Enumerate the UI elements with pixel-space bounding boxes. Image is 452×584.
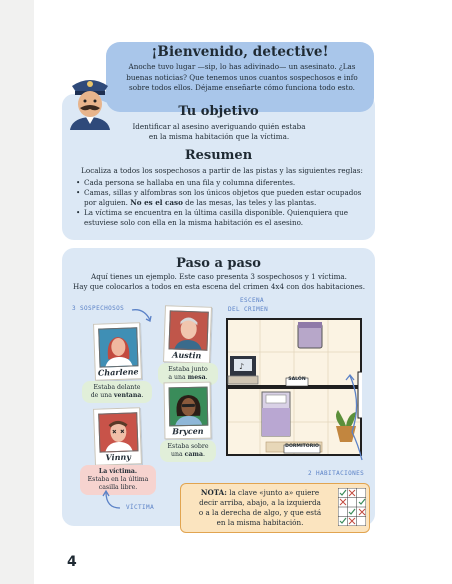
- suspect-name: Charlene: [97, 366, 139, 378]
- welcome-title: ¡Bienvenido, detective!: [151, 44, 329, 60]
- rule-item: • Cada persona se hallaba en una fila y columna diferentes.: [76, 178, 296, 187]
- clue-line: Estaba sobre: [167, 443, 209, 450]
- room-label-top: SALÓN: [288, 377, 306, 382]
- suspect-photo: [168, 310, 208, 350]
- clue-line: de una ventana.: [90, 392, 144, 399]
- paso-line: Hay que colocarlos a todos en esta escena del crimen 4x4 con dos habitaciones.: [73, 282, 365, 291]
- clue-line: Estaba delante: [93, 384, 141, 391]
- suspect-card-austin: [163, 305, 212, 364]
- suspect-name: Austin: [172, 349, 202, 361]
- old-man-portrait-icon: [170, 311, 208, 349]
- objetivo-text: [90, 122, 348, 142]
- clue-line: Estaba junto: [168, 366, 208, 373]
- page-number: 4: [67, 554, 77, 570]
- room-label-bottom: DORMITORIO: [285, 444, 319, 449]
- victim-photo: [98, 412, 138, 452]
- arrow-icon: [100, 488, 124, 514]
- victim-portrait-icon: [99, 413, 137, 451]
- clue-line: casilla libre.: [98, 484, 138, 491]
- welcome-line: buenas noticias? Que tenemos unos cuantos sospechosos e info: [126, 72, 358, 82]
- objetivo-title: Tu objetivo: [178, 104, 259, 119]
- rule-item: • Camas, sillas y alfombras son los únicos objetos que pueden estar ocupados por alguien. No es el caso de las mesas, las teles y las plantas.: [76, 188, 362, 207]
- arrow-icon: [130, 306, 154, 324]
- suspect-card-brycen: [164, 382, 212, 440]
- suspects-label: 3 SOSPECHOSOS: [72, 305, 125, 312]
- welcome-line: Anoche tuvo lugar —sip, lo has adivinado— un asesinato. ¿Las: [128, 62, 356, 71]
- scene-label-1: ESCENA: [240, 297, 265, 304]
- victim-label: VÍCTIMA: [126, 504, 155, 511]
- woman-portrait-icon: [99, 328, 137, 366]
- suspect-photo: [169, 387, 209, 427]
- suspect-photo: [98, 327, 138, 367]
- suspect-clue: [82, 381, 152, 403]
- suspect-card-charlene: [93, 322, 142, 381]
- resumen-intro: Localiza a todos los sospechosos a partir de las pistas y las siguientes reglas:: [81, 166, 363, 175]
- clue-line: una cama.: [171, 451, 205, 458]
- rule-item: • La víctima se encuentra en la última casilla disponible. Quienquiera que estuviese solo con ella en la misma habitación es el asesino.: [76, 208, 348, 227]
- suspect-name: Brycen: [172, 425, 204, 437]
- note-line: decir arriba, abajo, a la izquierda: [199, 498, 321, 507]
- clue-line: La víctima.: [98, 468, 138, 475]
- welcome-text: [118, 62, 366, 94]
- objetivo-line: en la misma habitación que la víctima.: [148, 132, 290, 141]
- scene-label-2: DEL CRIMEN: [228, 306, 269, 313]
- page-edge: [0, 0, 34, 584]
- rooms-label: 2 HABITACIONES: [308, 470, 365, 477]
- paso-line: Aquí tienes un ejemplo. Este caso presenta 3 sospechosos y 1 víctima.: [91, 272, 347, 281]
- note-text: [188, 488, 332, 528]
- clue-line: Estaba en la última: [87, 476, 149, 483]
- resumen-title: Resumen: [184, 148, 253, 163]
- paso-title: Paso a paso: [176, 256, 261, 271]
- clue-line: a una mesa.: [168, 374, 208, 381]
- paso-text: [70, 272, 368, 292]
- objetivo-line: Identificar al asesino averiguando quién estaba: [132, 122, 306, 131]
- welcome-line: sobre todos ellos. Déjame enseñarte cómo funciona todo esto.: [129, 83, 355, 92]
- victim-name: Vinny: [105, 451, 132, 463]
- svg-text:♪: ♪: [239, 362, 245, 371]
- note-line: en la misma habitación.: [216, 518, 304, 527]
- note-line: NOTA: la clave «junto a» quiere: [200, 488, 320, 497]
- note-line: o a la derecha de algo, y que está: [198, 508, 322, 517]
- curly-hair-portrait-icon: [170, 388, 208, 426]
- suspect-clue: [160, 440, 216, 462]
- rules-list: [76, 178, 374, 228]
- victim-card-vinny: [93, 407, 142, 466]
- checkmark-grid-icon: [338, 488, 366, 526]
- bracket-arrow-icon: [340, 372, 368, 466]
